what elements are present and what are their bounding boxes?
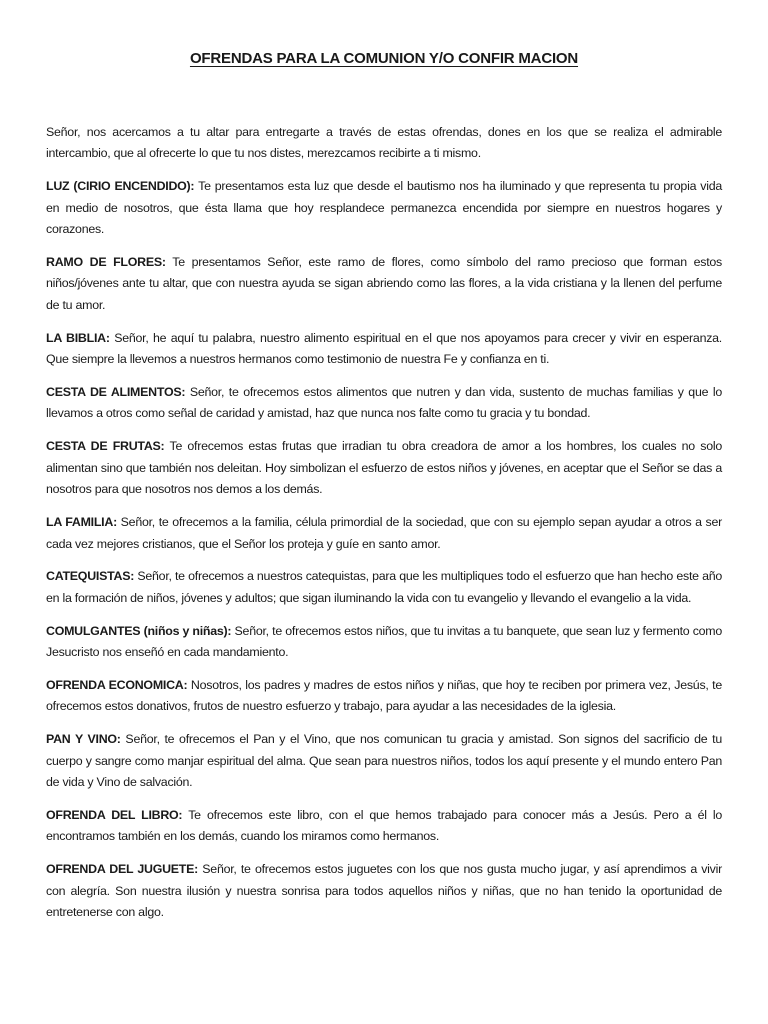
- paragraph-heading: LA BIBLIA:: [46, 330, 110, 345]
- paragraph-heading: LUZ (CIRIO ENCENDIDO):: [46, 179, 195, 194]
- paragraph-text: Señor, te ofrecemos a nuestros catequistas, para que les multipliques todo el esfuerzo que han hecho este año en la formación de niños, jóvenes y adultos; que sigan iluminando la vida con tu evangelio y llevando el evangelio a la vida.: [46, 569, 722, 605]
- paragraph-la-familia: [46, 512, 722, 555]
- paragraph-text: Nosotros, los padres y madres de estos niños y niñas, que hoy te reciben por primera vez, Jesús, te ofrecemos estos donativos, frutos de nuestro esfuerzo y trabajo, para ayudar a las necesidades de la iglesia.: [46, 678, 722, 714]
- paragraph-cesta-alimentos: [46, 382, 722, 425]
- paragraph-heading: CESTA DE FRUTAS:: [46, 439, 165, 454]
- paragraph-text: Señor, te ofrecemos estos niños, que tu invitas a tu banquete, que sean luz y fermento como Jesucristo nos enseñó en cada mandamiento.: [46, 623, 722, 660]
- paragraph-text: Señor, te ofrecemos estos alimentos que nutren y dan vida, sustento de muchas familias y que lo llevamos a otros como señal de caridad y amistad, haz que nunca nos falte como tu gracia y tu bondad.: [46, 385, 722, 421]
- document-title: OFRENDAS PARA LA COMUNION Y/O CONFIR MACION: [189, 50, 579, 67]
- paragraph-ofrenda-economica: [46, 675, 722, 718]
- paragraph-text: Te ofrecemos este libro, con el que hemos trabajado para conocer más a Jesús. Pero a él lo encontramos también en los demás, cuando los miramos como hermanos.: [46, 808, 722, 844]
- paragraph-heading: COMULGANTES (niños y niñas):: [46, 623, 232, 638]
- paragraph-heading: OFRENDA DEL LIBRO:: [46, 808, 183, 823]
- paragraph-text: Te presentamos esta luz que desde el bautismo nos ha iluminado y que representa tu propia vida en medio de nosotros, que ésta llama que hoy resplandece permanezca encendida por siempre en nuestros hogares y corazones.: [46, 179, 722, 237]
- paragraph-text: Señor, he aquí tu palabra, nuestro alimento espiritual en el que nos apoyamos para crecer y vivir en esperanza. Que siempre la llevemos a nuestros hermanos como testimonio de nuestra Fe y confianza en ti.: [46, 330, 722, 367]
- paragraph-heading: LA FAMILIA:: [46, 515, 117, 530]
- document-body: [46, 122, 722, 935]
- paragraph-heading: OFRENDA DEL JUGUETE:: [46, 862, 199, 877]
- paragraph-la-biblia: [46, 328, 722, 371]
- paragraph-heading: CATEQUISTAS:: [46, 569, 135, 584]
- intro-paragraph: [46, 122, 722, 165]
- paragraph-heading: RAMO DE FLORES:: [46, 255, 166, 270]
- paragraph-text: Te ofrecemos estas frutas que irradian tu obra creadora de amor a los hombres, los cuales no solo alimentan sino que también nos deleitan. Hoy simbolizan el esfuerzo de estos niños y jóvenes, en aceptar que el Señor se das a nosotros para que nosotros nos demos a los demás.: [46, 439, 722, 497]
- paragraph-ofrenda-juguete: [46, 859, 722, 923]
- paragraph-heading: CESTA DE ALIMENTOS:: [46, 385, 186, 400]
- paragraph-heading: OFRENDA ECONOMICA:: [46, 678, 188, 693]
- paragraph-text: Señor, te ofrecemos a la familia, célula primordial de la sociedad, que con su ejemplo sepan ayudar a otros a ser cada vez mejores cristianos, que el Señor los proteja y guíe en santo amor.: [46, 515, 722, 551]
- paragraph-ramo-de-flores: [46, 252, 722, 316]
- paragraph-ofrenda-libro: [46, 805, 722, 848]
- paragraph-text: Señor, nos acercamos a tu altar para entregarte a través de estas ofrendas, dones en los que se realiza el admirable intercambio, que al ofrecerte lo que tu nos distes, merezcamos recibirte a ti mismo.: [46, 125, 722, 161]
- paragraph-cesta-frutas: [46, 436, 722, 500]
- paragraph-pan-y-vino: [46, 729, 722, 793]
- paragraph-comulgantes: [46, 621, 722, 664]
- paragraph-luz: [46, 176, 722, 240]
- paragraph-text: Te presentamos Señor, este ramo de flores, como símbolo del ramo precioso que forman estos niños/jóvenes ante tu altar, que con nuestra ayuda se sigan abriendo como las flores, a la vida cristiana y la llenen del perfume de tu amor.: [46, 255, 722, 312]
- paragraph-text: Señor, te ofrecemos el Pan y el Vino, que nos comunican tu gracia y amistad. Son signos del sacrificio de tu cuerpo y sangre como manjar espiritual del alma. Que sean para nuestros niños, todos los aquí presente y el mundo entero Pan de vida y Vino de salvación.: [46, 732, 722, 790]
- paragraph-heading: PAN Y VINO:: [46, 732, 121, 747]
- paragraph-text: Señor, te ofrecemos estos juguetes con los que nos gusta mucho jugar, y así aprendimos a vivir con alegría. Son nuestra ilusión y nuestra sonrisa para todos aquellos niños y niñas, que no han tenido la oportunidad de entretenerse con algo.: [46, 862, 722, 920]
- paragraph-catequistas: [46, 566, 722, 609]
